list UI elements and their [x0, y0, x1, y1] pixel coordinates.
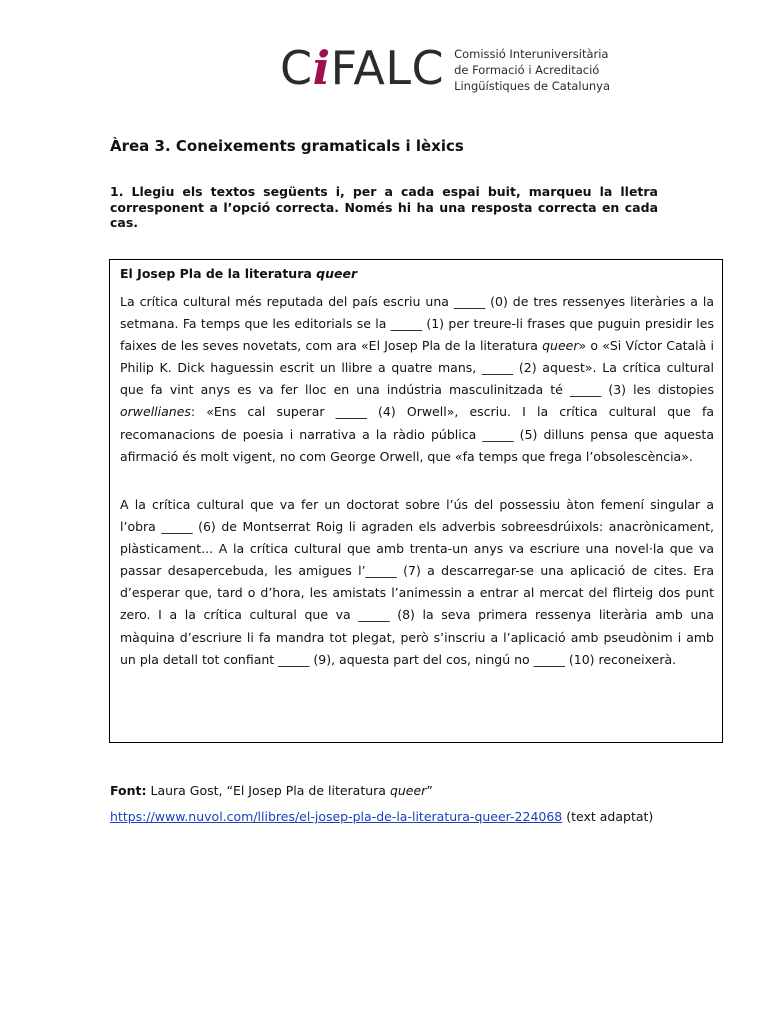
- logo-caption: [454, 46, 610, 94]
- exercise-instruction: 1. Llegiu els textos següents i, per a cada espai buit, marqueu la lletra corresponent a l’opció correcta. Només hi ha una resposta correcta en cada cas.: [110, 184, 658, 230]
- source-note: (text adaptat): [562, 809, 654, 824]
- source-reference: [110, 806, 670, 828]
- logo-wordmark: CiFALC: [280, 41, 445, 95]
- logo-caption-line: Lingüístiques de Catalunya: [454, 79, 611, 93]
- text-paragraph-1: La crítica cultural més reputada del país escriu una _____ (0) de tres ressenyes literàries a la setmana. Fa temps que les editorials se la _____ (1) per treure-li frases que puguin presidir les faixes de les seves novetats, com ara «El Josep Pla de la literatura queer» o «Si Víctor Català i Philip K. Dick haguessin escrit un llibre a quatre mans, _____ (2) aquest». La crítica cultural que fa vint anys es va fer lloc en una indústria masculinitzada té _____ (3) les distopies orwellianes: «Ens cal superar _____ (4) Orwell», escriu. I la crítica cultural que fa recomanacions de poesia i narrativa a la ràdio pública _____ (5) dilluns pensa que aquesta afirmació és molt vigent, no com George Orwell, que «fa temps que frega l’obsolescència».: [120, 294, 714, 464]
- text-paragraph-2: A la crítica cultural que va fer un doctorat sobre l’ús del possessiu àton femení singular a l’obra _____ (6) de Montserrat Roig li agraden els adverbis sobreesdrúixols: anacrònicament, plàsticament... A la crítica cultural que amb trenta-un anys va escriure una novel·la que va passar desapercebuda, les amigues l’_____ (7) a descarregar-se una aplicació de cites. Era d’esperar que, tard o d’hora, les amistats l’animessin a entrar al mercat del flirteig dos punt zero. I a la crítica cultural que va _____ (8) la seva primera ressenya literària amb una màquina d’escriure li fa mandra tot plegat, però s’inscriu a l’aplicació amb pseudònim i amb un pla detall tot confiant _____ (9), aquesta part del cos, ningú no _____ (10) reconeixerà.: [120, 497, 714, 667]
- source-citation: Font: Laura Gost, “El Josep Pla de literatura queer”: [110, 783, 433, 798]
- section-heading: Àrea 3. Coneixements gramaticals i lèxics: [110, 137, 464, 155]
- reading-text-box: [109, 259, 723, 743]
- text-title: El Josep Pla de la literatura queer: [120, 266, 358, 281]
- logo-caption-line: de Formació i Acreditació: [454, 63, 600, 77]
- logo-caption-line: Comissió Interuniversitària: [454, 47, 609, 61]
- cifalc-logo: [280, 40, 610, 100]
- source-link[interactable]: https://www.nuvol.com/llibres/el-josep-pla-de-la-literatura-queer-224068: [110, 809, 563, 824]
